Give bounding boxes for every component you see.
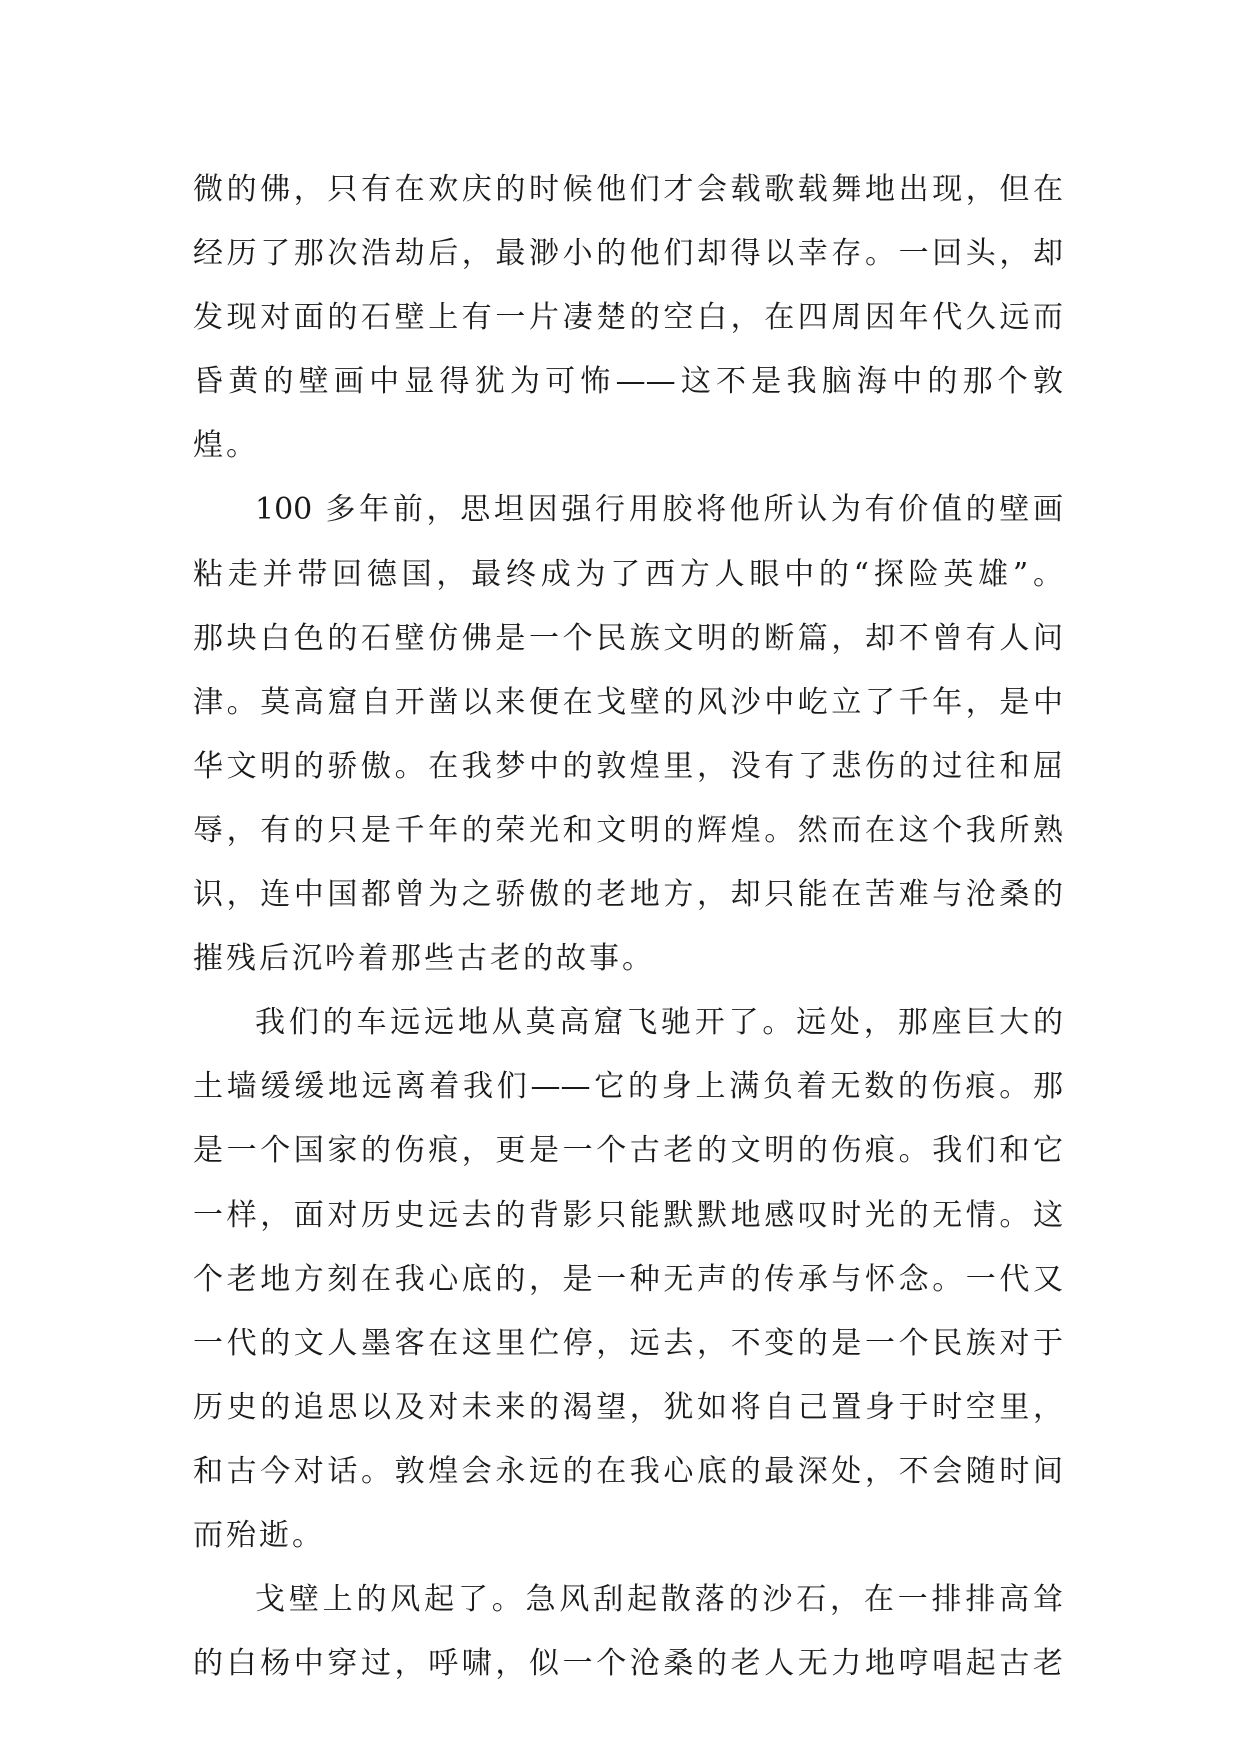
paragraph-first-line: 我们的车远远地从莫高窟飞驰开了。远处，那座巨大的	[255, 1005, 1063, 1041]
text-line: 辱，有的只是千年的荣光和文明的辉煌。然而在这个我所熟	[193, 812, 1063, 848]
text-line: 摧残后沉吟着那些古老的故事。	[193, 941, 655, 977]
text-line: 土墙缓缓地远离着我们——它的身上满负着无数的伤痕。那	[193, 1069, 1063, 1105]
text-line: 和古今对话。敦煌会永远的在我心底的最深处，不会随时间	[193, 1453, 1063, 1489]
text-line: 是一个国家的伤痕，更是一个古老的文明的伤痕。我们和它	[193, 1133, 1063, 1169]
text-line: 粘走并带回德国，最终成为了西方人眼中的“探险英雄”。	[193, 556, 1063, 592]
text-line: 那块白色的石壁仿佛是一个民族文明的断篇，却不曾有人问	[193, 620, 1063, 656]
text-line: 个老地方刻在我心底的，是一种无声的传承与怀念。一代又	[193, 1261, 1063, 1297]
text-line: 津。莫高窟自开凿以来便在戈壁的风沙中屹立了千年，是中	[193, 684, 1063, 720]
paragraph-first-line: 100 多年前，思坦因强行用胶将他所认为有价值的壁画	[255, 492, 1063, 528]
text-line: 历史的追思以及对未来的渴望，犹如将自己置身于时空里，	[193, 1389, 1063, 1425]
text-line: 识，连中国都曾为之骄傲的老地方，却只能在苦难与沧桑的	[193, 877, 1063, 913]
text-line: 一代的文人墨客在这里伫停，远去，不变的是一个民族对于	[193, 1325, 1063, 1361]
text-line: 经历了那次浩劫后，最渺小的他们却得以幸存。一回头，却	[193, 236, 1063, 272]
text-line: 的白杨中穿过，呼啸，似一个沧桑的老人无力地哼唱起古老	[193, 1646, 1063, 1682]
text-line: 华文明的骄傲。在我梦中的敦煌里，没有了悲伤的过往和屈	[193, 748, 1063, 784]
text-line: 微的佛，只有在欢庆的时候他们才会载歌载舞地出现，但在	[193, 172, 1063, 207]
essay-body	[193, 158, 1063, 1696]
text-line: 昏黄的壁画中显得犹为可怖——这不是我脑海中的那个敦	[193, 364, 1063, 400]
paragraph-first-line: 戈壁上的风起了。急风刮起散落的沙石，在一排排高耸	[255, 1582, 1063, 1618]
text-line: 而殆逝。	[193, 1517, 325, 1553]
text-line: 发现对面的石壁上有一片凄楚的空白，在四周因年代久远而	[193, 300, 1063, 336]
text-line: 一样，面对历史远去的背影只能默默地感叹时光的无情。这	[193, 1197, 1063, 1233]
text-line: 煌。	[193, 428, 259, 464]
